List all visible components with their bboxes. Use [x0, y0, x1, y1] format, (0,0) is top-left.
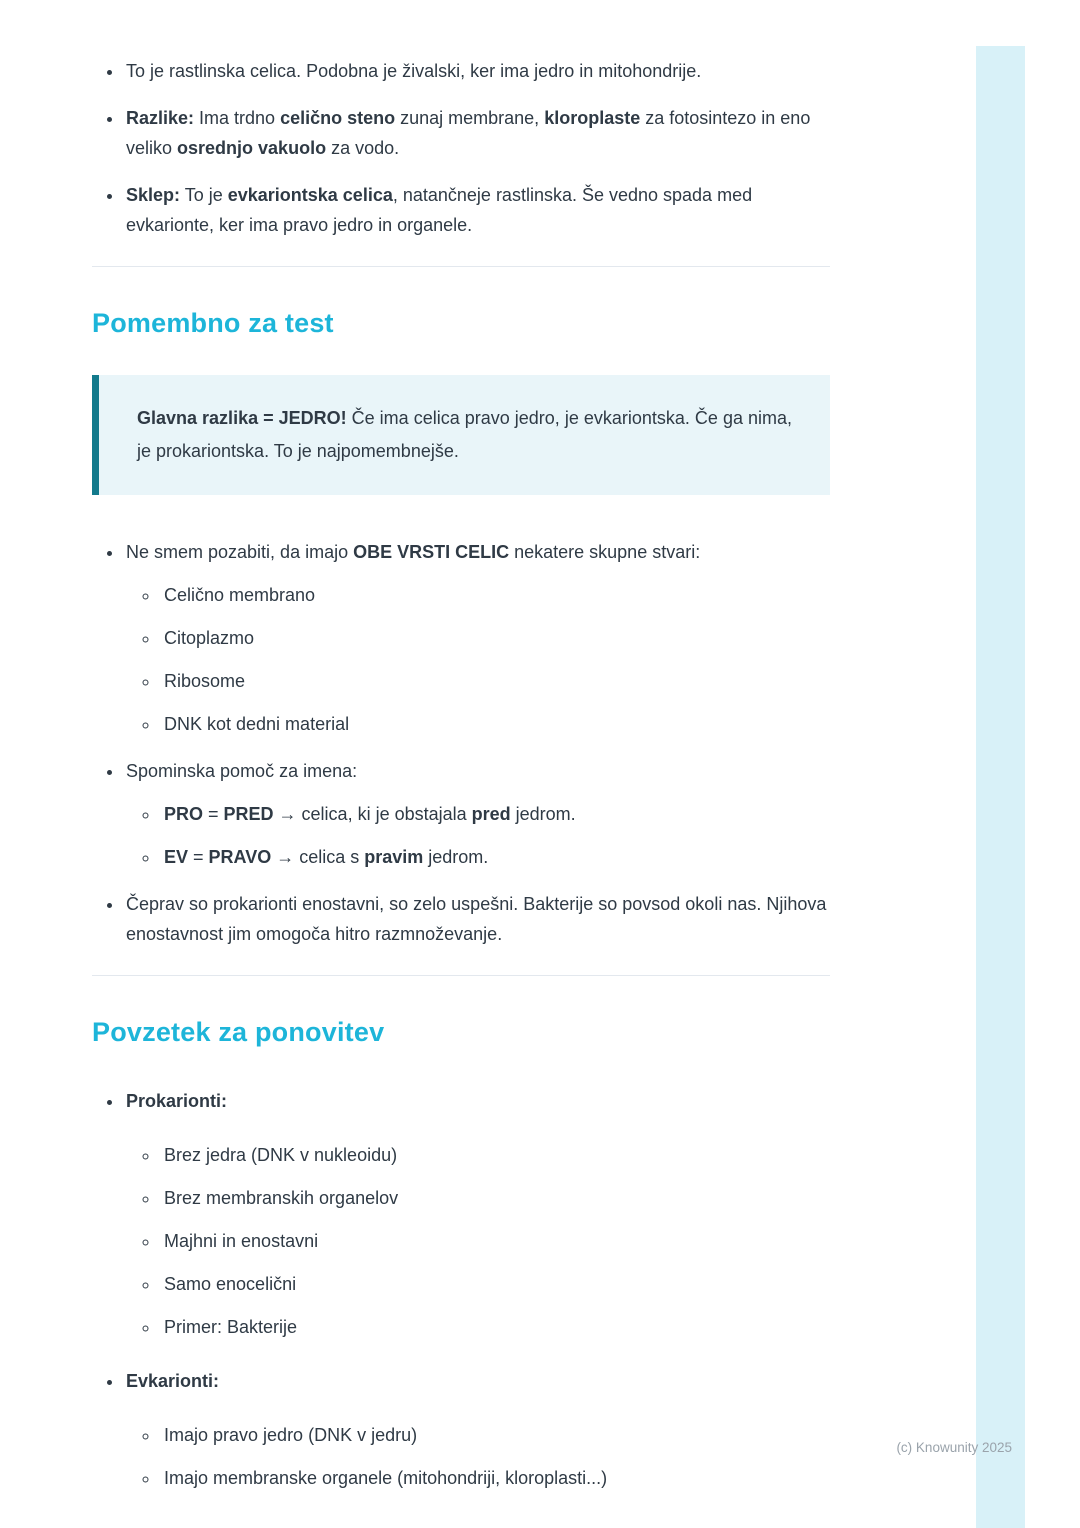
section-divider — [92, 266, 830, 267]
list-item-text: Ribosome — [164, 671, 246, 691]
sub-list — [126, 580, 830, 739]
list-item-text: Spominska pomoč za imena: — [126, 761, 358, 781]
sub-list — [126, 799, 830, 872]
list-item-text: Brez membranskih organelov — [164, 1188, 399, 1208]
callout-text: Glavna razlika = JEDRO! Če ima celica pravo jedro, je evkariontska. Če ga nima, je prokariontska. To je najpomembnejše. — [137, 408, 792, 461]
copyright-footer: (c) Knowunity 2025 — [896, 1440, 1012, 1455]
list-item-text: Majhni in enostavni — [164, 1231, 319, 1251]
list-item-text: Brez jedra (DNK v nukleoidu) — [164, 1145, 398, 1165]
list-item — [160, 1226, 830, 1256]
list-item-text: EV = PRAVO → celica s pravim jedrom. — [164, 847, 489, 867]
list-item-text: Citoplazmo — [164, 628, 255, 648]
section-heading-test: Pomembno za test — [92, 308, 334, 338]
list-item-text: Čeprav so prokarionti enostavni, so zelo uspešni. Bakterije so povsod okoli nas. Njihova enostavnost jim omogoča hitro razmnoževanje. — [126, 894, 827, 944]
list-item-text: To je rastlinska celica. Podobna je živalski, ker ima jedro in mitohondrije. — [126, 61, 702, 81]
list-item — [124, 56, 830, 86]
list-item — [160, 1183, 830, 1213]
sub-list — [126, 1420, 830, 1493]
spacer — [92, 1048, 830, 1058]
review-list — [92, 1086, 830, 1493]
list-item-text: Celično membrano — [164, 585, 316, 605]
list-item — [160, 1463, 830, 1493]
list-item — [160, 623, 830, 653]
list-item-text: Prokarionti: — [126, 1091, 228, 1111]
list-item — [124, 756, 830, 872]
list-item-text: Evkarionti: — [126, 1371, 220, 1391]
list-item — [160, 666, 830, 696]
list-item — [160, 799, 830, 829]
list-item — [160, 1140, 830, 1170]
list-item — [124, 1086, 830, 1342]
important-callout — [92, 375, 830, 495]
list-item-text: Sklep: To je evkariontska celica, natančneje rastlinska. Še vedno spada med evkarionte, ker ima pravo jedro in organele. — [126, 185, 753, 235]
list-item — [124, 103, 830, 163]
list-item-text: Imajo membranske organele (mitohondriji, kloroplasti...) — [164, 1468, 608, 1488]
list-item — [124, 180, 830, 240]
list-item-text: Primer: Bakterije — [164, 1317, 298, 1337]
list-item — [160, 1269, 830, 1299]
list-item-text: PRO = PRED → celica, ki je obstajala pred jedrom. — [164, 804, 576, 824]
list-item — [124, 1366, 830, 1493]
test-list — [92, 537, 830, 949]
list-item — [160, 709, 830, 739]
list-item-text: Razlike: Ima trdno celično steno zunaj membrane, kloroplaste za fotosintezo in eno veliko osrednjo vakuolo za vodo. — [126, 108, 811, 158]
list-item — [124, 537, 830, 739]
list-item — [124, 889, 830, 949]
list-item — [160, 580, 830, 610]
list-item — [160, 1420, 830, 1450]
section-heading-review: Povzetek za ponovitev — [92, 1017, 385, 1047]
intro-list — [92, 56, 830, 240]
list-item-text: DNK kot dedni material — [164, 714, 350, 734]
list-item — [160, 842, 830, 872]
list-item-text: Samo enocelični — [164, 1274, 297, 1294]
sub-list — [126, 1140, 830, 1342]
list-item-text: Ne smem pozabiti, da imajo OBE VRSTI CELIC nekatere skupne stvari: — [126, 542, 701, 562]
section-divider — [92, 975, 830, 976]
list-item — [160, 1312, 830, 1342]
list-item-text: Imajo pravo jedro (DNK v jedru) — [164, 1425, 418, 1445]
